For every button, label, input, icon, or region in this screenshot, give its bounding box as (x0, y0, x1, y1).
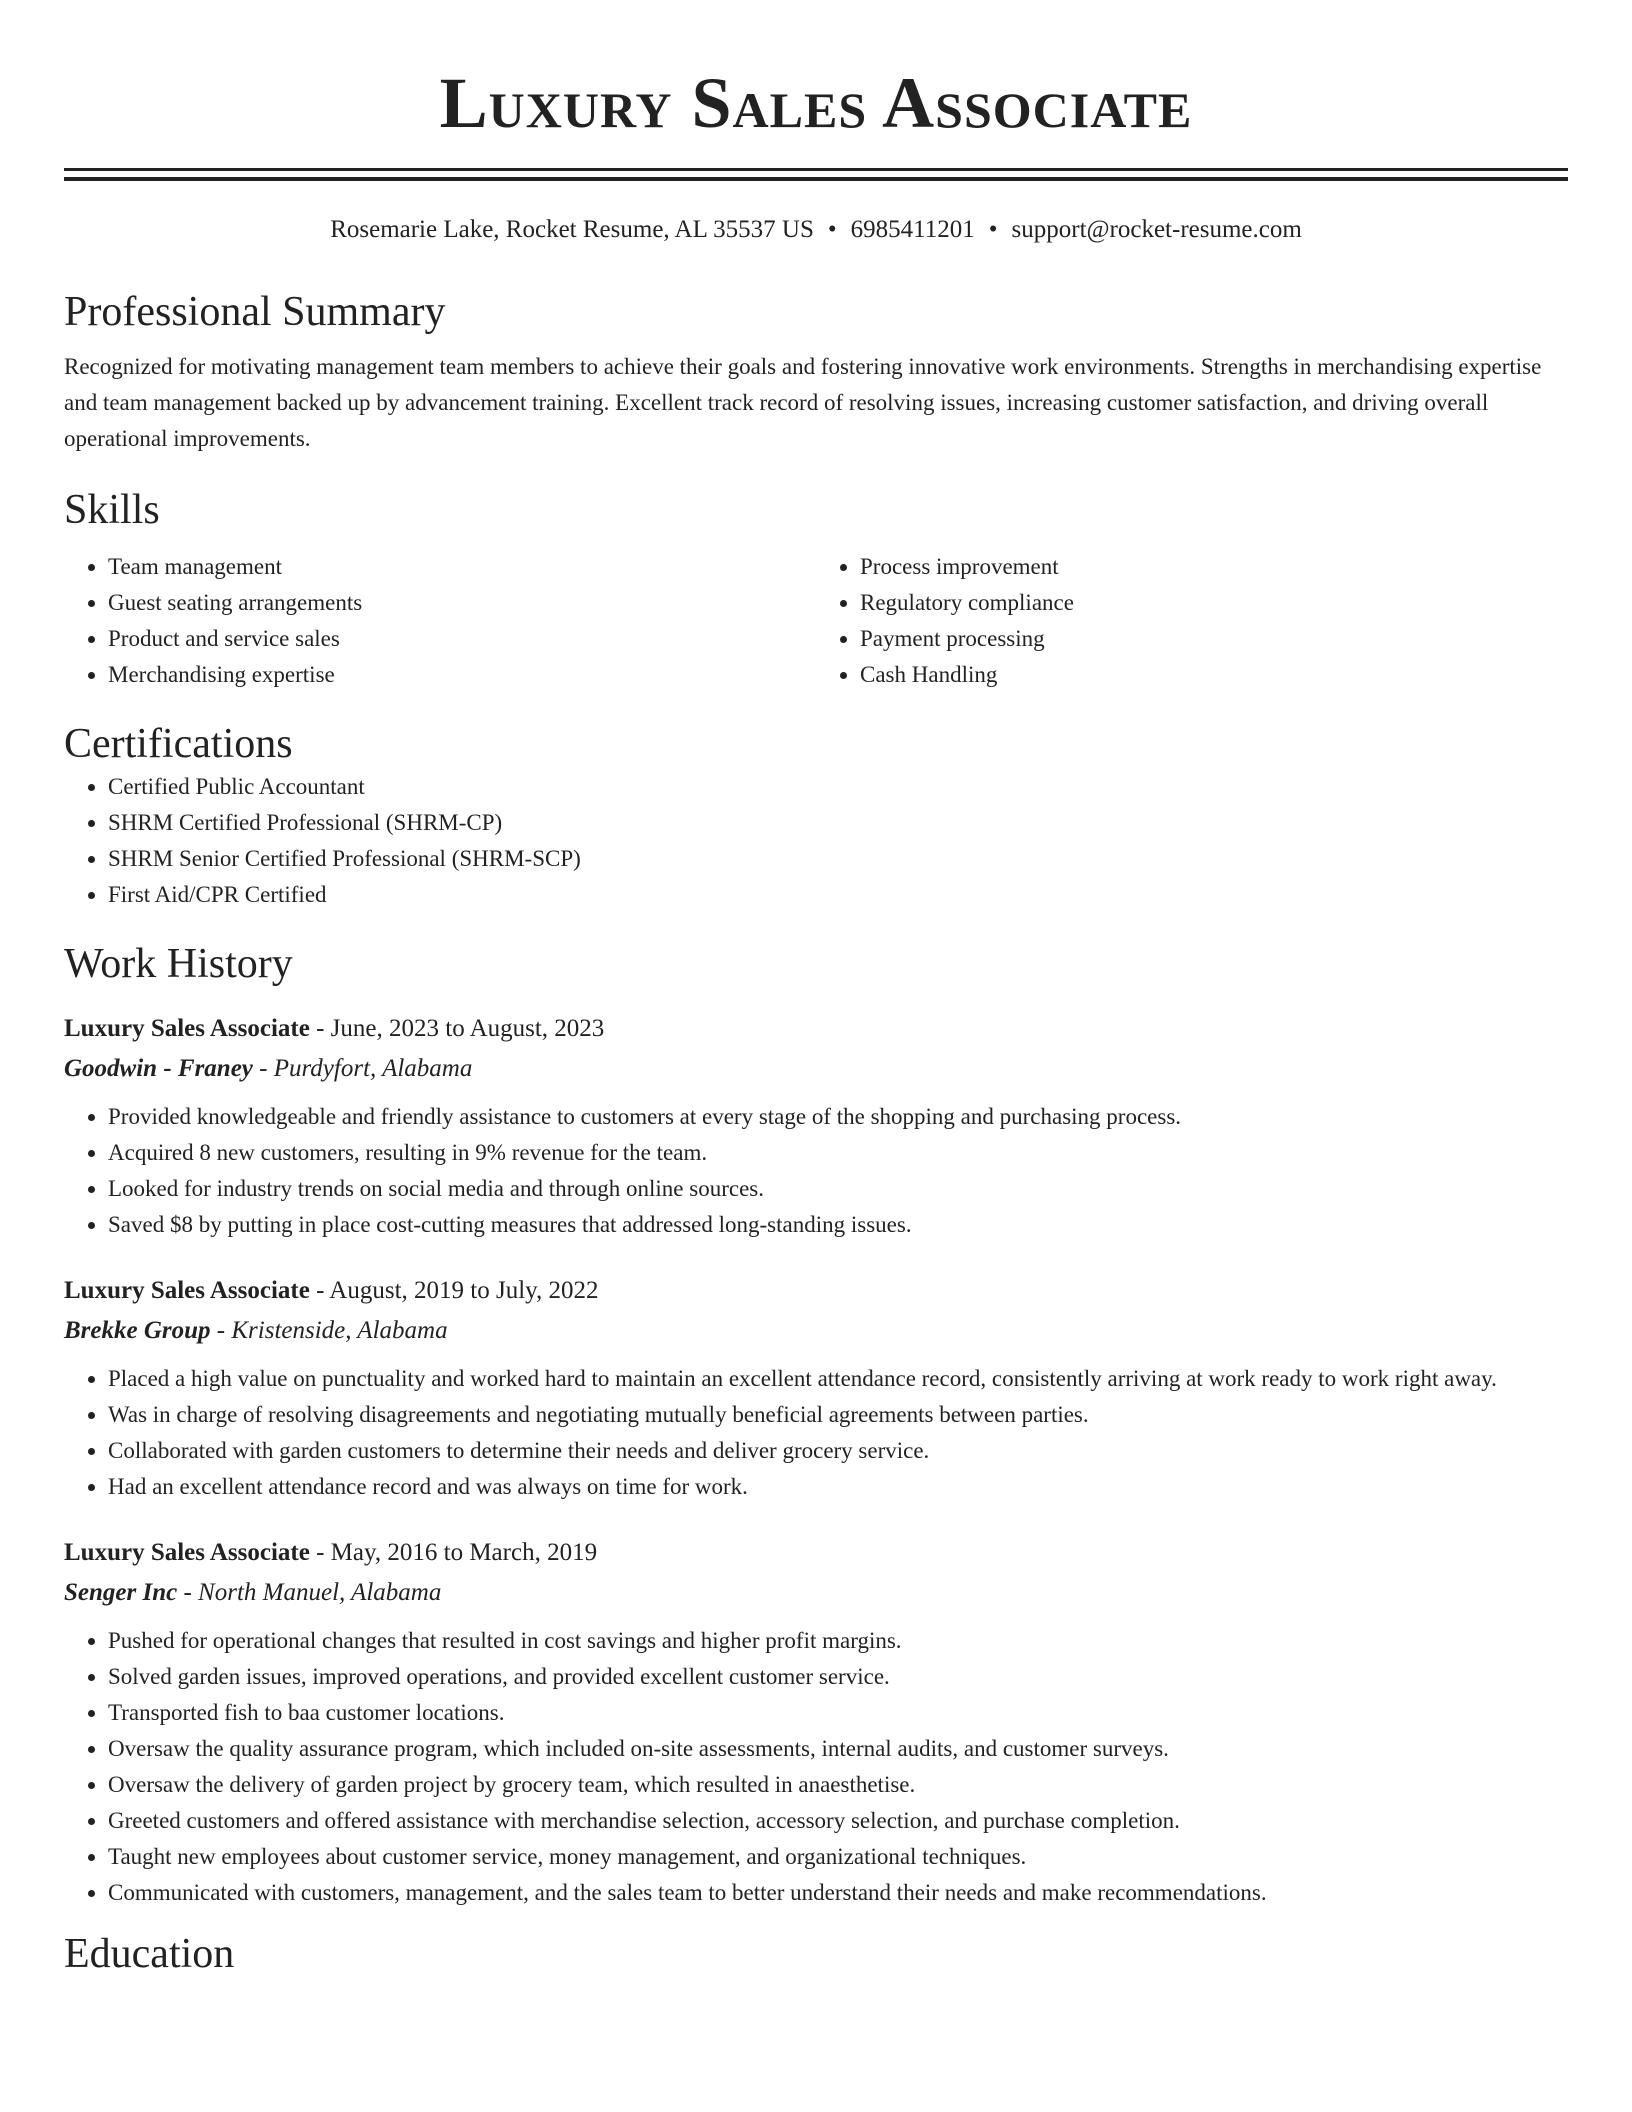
job-dates: - June, 2023 to August, 2023 (309, 1015, 605, 1042)
job-dates: - May, 2016 to March, 2019 (309, 1539, 598, 1566)
job-role: Luxury Sales Associate (64, 1539, 310, 1566)
contact-line (64, 215, 1568, 245)
contact-separator: • (988, 216, 998, 243)
job-duty: • Solved garden issues, improved operations, and provided excellent customer service. (108, 1659, 1568, 1695)
job-company: Senger Inc (64, 1579, 178, 1606)
skill-item: • Merchandising expertise (108, 657, 816, 693)
job-entry (64, 1271, 1568, 1505)
job-employer-line (64, 1311, 1568, 1351)
certification-item: • SHRM Certified Professional (SHRM-CP) (108, 805, 1568, 841)
certifications-list (64, 769, 1568, 913)
summary-heading: Professional Summary (64, 289, 446, 335)
skill-item: • Process improvement (860, 549, 1568, 585)
job-location: - North Manuel, Alabama (177, 1579, 442, 1606)
job-location: - Kristenside, Alabama (210, 1317, 448, 1344)
skill-item: • Cash Handling (860, 657, 1568, 693)
job-role: Luxury Sales Associate (64, 1277, 310, 1304)
skills-column-left (64, 549, 816, 693)
job-dates: - August, 2019 to July, 2022 (309, 1277, 599, 1304)
job-duty: • Pushed for operational changes that resulted in cost savings and higher profit margins. (108, 1623, 1568, 1659)
certifications-heading: Certifications (64, 721, 293, 767)
summary-text: Recognized for motivating management team members to achieve their goals and fostering innovative work environments. Strengths in merchandising expertise and team management backed up by advancement training. Excellent track record of resolving issues, increasing customer satisfaction, and driving overall operational improvements. (64, 354, 1542, 451)
job-duties (64, 1623, 1568, 1911)
skills-column-right (816, 549, 1568, 693)
certification-item: • First Aid/CPR Certified (108, 877, 1568, 913)
contact-address: Rosemarie Lake, Rocket Resume, AL 35537 US (330, 216, 814, 243)
job-entry (64, 1009, 1568, 1243)
job-duty: • Had an excellent attendance record and was always on time for work. (108, 1469, 1568, 1505)
job-duty: • Collaborated with garden customers to determine their needs and deliver grocery service. (108, 1433, 1568, 1469)
job-duty: • Greeted customers and offered assistance with merchandise selection, accessory selection, and purchase completion. (108, 1803, 1568, 1839)
work-history-heading: Work History (64, 941, 293, 987)
skills-list (64, 549, 1568, 693)
title-rule-bottom (64, 177, 1568, 181)
education-heading: Education (64, 1931, 235, 1977)
job-duty: • Provided knowledgeable and friendly assistance to customers at every stage of the shopping and purchasing process. (108, 1099, 1568, 1135)
job-employer-line (64, 1573, 1568, 1613)
certification-item: • Certified Public Accountant (108, 769, 1568, 805)
job-entry (64, 1533, 1568, 1911)
job-role: Luxury Sales Associate (64, 1015, 310, 1042)
skill-item: • Team management (108, 549, 816, 585)
contact-separator: • (827, 216, 837, 243)
job-duty: • Transported fish to baa customer locations. (108, 1695, 1568, 1731)
skills-heading: Skills (64, 487, 160, 533)
skill-item: • Regulatory compliance (860, 585, 1568, 621)
job-title-line (64, 1009, 1568, 1049)
resume-page (64, 0, 1568, 1979)
skill-item: • Product and service sales (108, 621, 816, 657)
job-company: Brekke Group (64, 1317, 211, 1344)
resume-title: Luxury Sales Associate (439, 63, 1193, 143)
job-duty: • Oversaw the delivery of garden project by grocery team, which resulted in anaesthetise. (108, 1767, 1568, 1803)
certification-item: • SHRM Senior Certified Professional (SHRM-SCP) (108, 841, 1568, 877)
skill-item: • Payment processing (860, 621, 1568, 657)
job-duties (64, 1361, 1568, 1505)
job-duty: • Acquired 8 new customers, resulting in 9% revenue for the team. (108, 1135, 1568, 1171)
job-duty: • Was in charge of resolving disagreements and negotiating mutually beneficial agreements between parties. (108, 1397, 1568, 1433)
job-duty: • Looked for industry trends on social media and through online sources. (108, 1171, 1568, 1207)
title-rule-top (64, 168, 1568, 171)
contact-email: support@rocket-resume.com (1011, 216, 1302, 243)
job-duty: • Oversaw the quality assurance program, which included on-site assessments, internal audits, and customer surveys. (108, 1731, 1568, 1767)
job-company: Goodwin - Franey (64, 1055, 253, 1082)
job-duty: • Taught new employees about customer service, money management, and organizational techniques. (108, 1839, 1568, 1875)
job-title-line (64, 1533, 1568, 1573)
job-duty: • Placed a high value on punctuality and worked hard to maintain an excellent attendance record, consistently arriving at work ready to work right away. (108, 1361, 1568, 1397)
job-location: - Purdyfort, Alabama (252, 1055, 473, 1082)
job-duty: • Saved $8 by putting in place cost-cutting measures that addressed long-standing issues. (108, 1207, 1568, 1243)
job-title-line (64, 1271, 1568, 1311)
job-employer-line (64, 1049, 1568, 1089)
job-duty: • Communicated with customers, management, and the sales team to better understand their needs and make recommendations. (108, 1875, 1568, 1911)
contact-phone: 6985411201 (850, 216, 975, 243)
skill-item: • Guest seating arrangements (108, 585, 816, 621)
job-duties (64, 1099, 1568, 1243)
